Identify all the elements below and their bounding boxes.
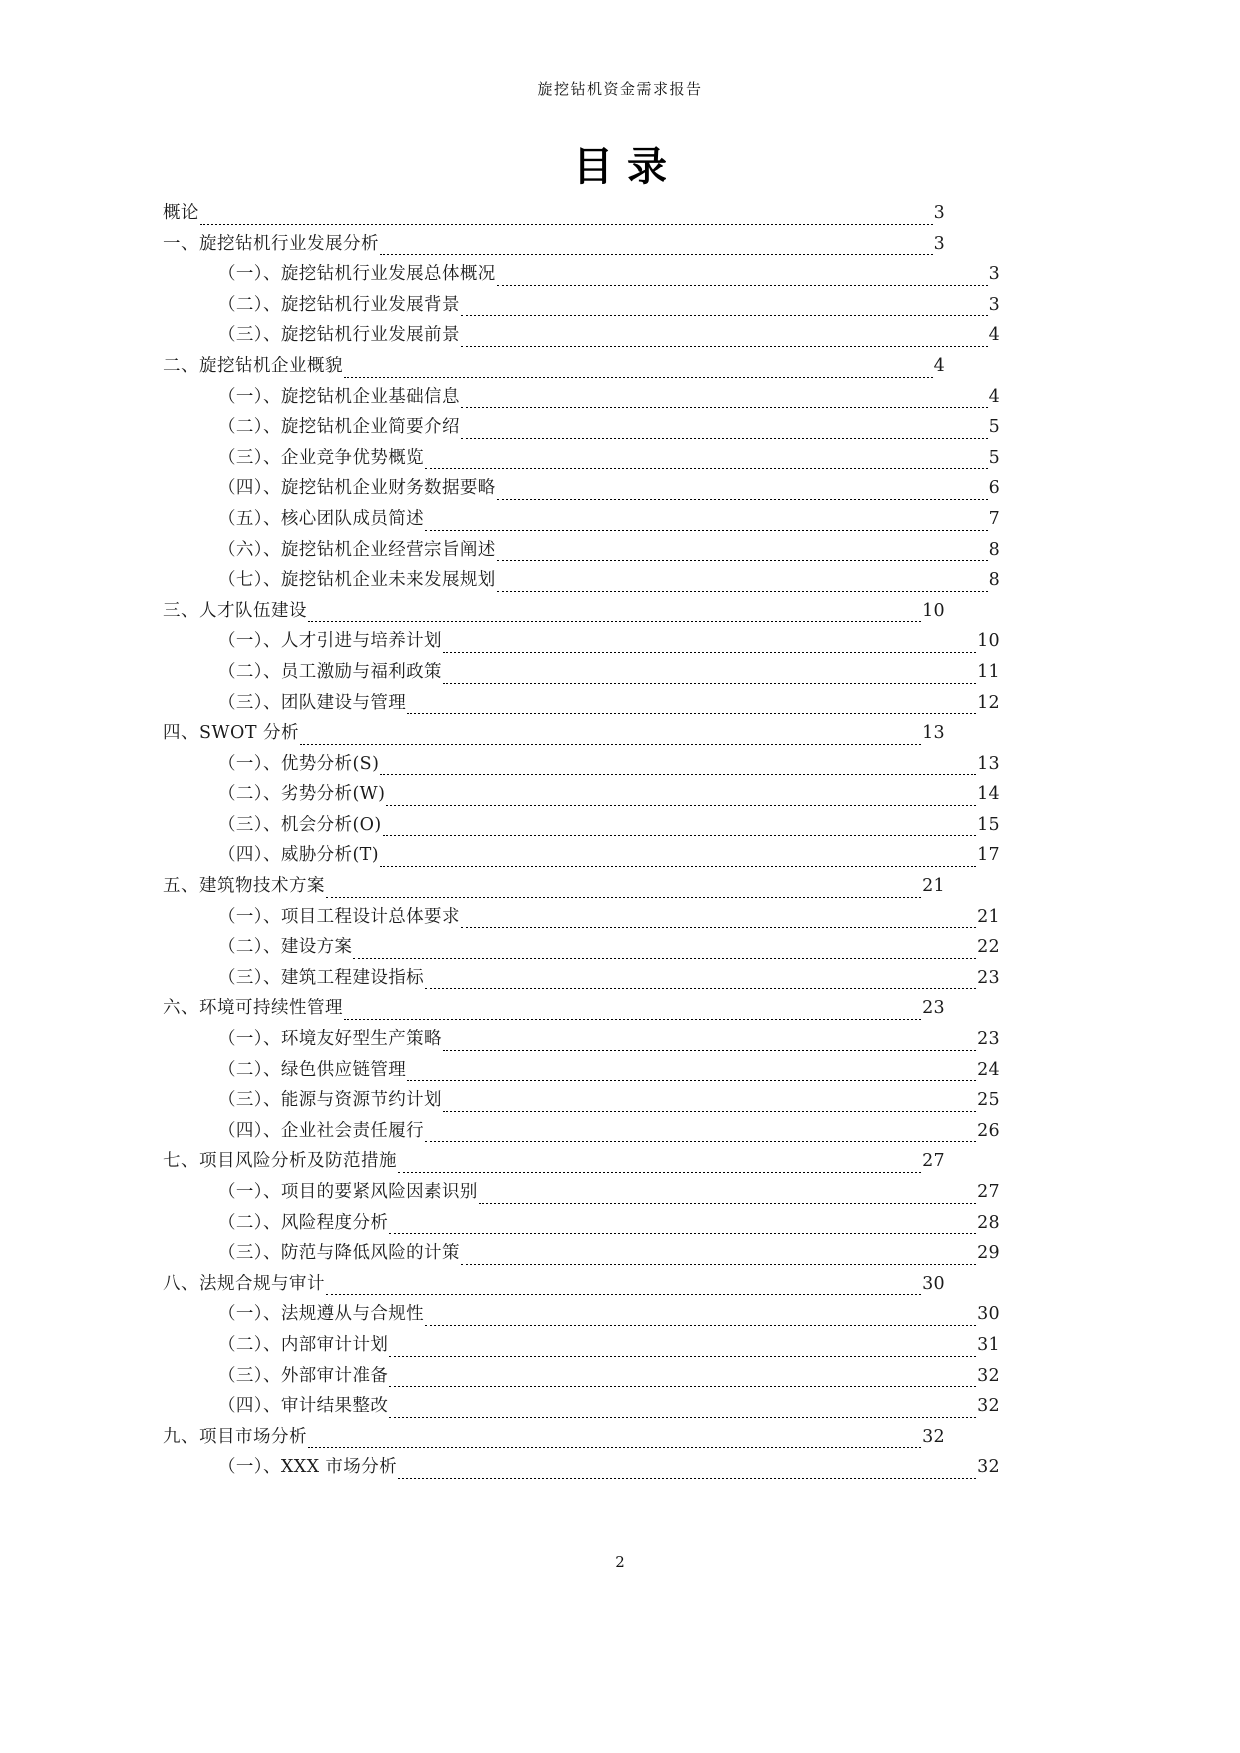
toc-entry-label: （四）、审计结果整改 xyxy=(218,1396,389,1417)
toc-entry-label: （一）、优势分析(S) xyxy=(218,753,380,774)
toc-leader-dots xyxy=(398,1172,921,1173)
toc-leader-dots xyxy=(380,866,976,867)
toc-entry-page-number: 5 xyxy=(988,417,1000,438)
toc-leader-dots xyxy=(461,927,976,928)
toc-entry[interactable] xyxy=(163,779,1000,810)
toc-leader-dots xyxy=(497,499,988,500)
toc-entry[interactable] xyxy=(163,1085,1000,1116)
toc-entry[interactable] xyxy=(163,871,945,902)
toc-entry-page-number: 23 xyxy=(977,967,1000,988)
page-title: 目录 xyxy=(573,143,681,190)
toc-entry[interactable] xyxy=(163,320,1000,351)
toc-leader-dots xyxy=(407,713,976,714)
toc-leader-dots xyxy=(425,988,976,989)
toc-leader-dots xyxy=(443,1050,976,1051)
toc-leader-dots xyxy=(461,315,988,316)
toc-entry[interactable] xyxy=(163,932,1000,963)
toc-entry-label: （三）、企业竞争优势概览 xyxy=(218,447,425,468)
toc-entry-page-number: 4 xyxy=(988,325,1000,346)
toc-entry[interactable] xyxy=(163,473,1000,504)
toc-entry-page-number: 31 xyxy=(977,1334,1000,1355)
toc-entry[interactable] xyxy=(163,749,1000,780)
toc-leader-dots xyxy=(479,1203,976,1204)
toc-leader-dots xyxy=(443,683,976,684)
toc-entry-label: （一）、旋挖钻机行业发展总体概况 xyxy=(218,264,496,285)
toc-entry-page-number: 32 xyxy=(977,1396,1000,1417)
toc-leader-dots xyxy=(389,1356,976,1357)
toc-entry-label: 三、人才队伍建设 xyxy=(163,600,307,621)
toc-entry-page-number: 32 xyxy=(977,1457,1000,1478)
toc-entry[interactable] xyxy=(163,382,1000,413)
toc-entry-page-number: 7 xyxy=(988,508,1000,529)
toc-entry[interactable] xyxy=(163,443,1000,474)
toc-leader-dots xyxy=(461,438,988,439)
toc-entry-page-number: 5 xyxy=(988,447,1000,468)
toc-entry-page-number: 10 xyxy=(922,600,945,621)
toc-entry-page-number: 3 xyxy=(988,264,1000,285)
toc-entry-page-number: 4 xyxy=(988,386,1000,407)
toc-entry-page-number: 21 xyxy=(977,906,1000,927)
toc-entry[interactable] xyxy=(163,810,1000,841)
toc-leader-dots xyxy=(425,468,988,469)
toc-entry-label: （一）、XXX 市场分析 xyxy=(218,1457,397,1478)
toc-leader-dots xyxy=(344,1019,921,1020)
toc-entry[interactable] xyxy=(163,1024,1000,1055)
toc-entry[interactable] xyxy=(163,229,945,260)
toc-leader-dots xyxy=(497,285,988,286)
toc-entry[interactable] xyxy=(163,1146,945,1177)
toc-entry-page-number: 8 xyxy=(988,570,1000,591)
toc-entry-label: 二、旋挖钻机企业概貌 xyxy=(163,355,343,376)
toc-entry-page-number: 14 xyxy=(977,784,1000,805)
toc-leader-dots xyxy=(383,835,976,836)
toc-entry[interactable] xyxy=(163,1452,1000,1483)
toc-leader-dots xyxy=(308,1447,921,1448)
toc-entry-page-number: 29 xyxy=(977,1243,1000,1264)
toc-entry-page-number: 32 xyxy=(922,1426,945,1447)
toc-leader-dots xyxy=(497,560,988,561)
toc-leader-dots xyxy=(380,254,933,255)
toc-entry-label: （一）、环境友好型生产策略 xyxy=(218,1029,442,1050)
toc-leader-dots xyxy=(389,1386,976,1387)
toc-entry-page-number: 27 xyxy=(977,1182,1000,1202)
toc-entry-page-number: 24 xyxy=(977,1059,1000,1080)
toc-entry-label: （四）、企业社会责任履行 xyxy=(218,1120,425,1141)
toc-entry-page-number: 30 xyxy=(977,1304,1000,1325)
table-of-contents xyxy=(163,198,1000,1483)
toc-entry-label: （二）、绿色供应链管理 xyxy=(218,1059,407,1080)
toc-entry-page-number: 8 xyxy=(988,539,1000,560)
toc-entry-label: （四）、旋挖钻机企业财务数据要略 xyxy=(218,478,496,499)
toc-leader-dots xyxy=(497,591,988,592)
toc-entry-page-number: 26 xyxy=(977,1120,1000,1141)
toc-entry-page-number: 22 xyxy=(977,937,1000,958)
toc-leader-dots xyxy=(300,744,921,745)
toc-entry-label: （七）、旋挖钻机企业未来发展规划 xyxy=(218,570,496,591)
toc-entry[interactable] xyxy=(163,198,945,229)
toc-entry-page-number: 10 xyxy=(977,631,1000,652)
toc-entry-label: （二）、建设方案 xyxy=(218,937,353,958)
toc-entry[interactable] xyxy=(163,657,1000,688)
toc-entry-label: （四）、威胁分析(T) xyxy=(218,845,379,866)
toc-entry-label: （三）、能源与资源节约计划 xyxy=(218,1090,442,1111)
toc-entry-page-number: 23 xyxy=(977,1029,1000,1050)
toc-entry-label: 概论 xyxy=(163,203,199,223)
toc-entry[interactable] xyxy=(163,290,1000,321)
toc-entry[interactable] xyxy=(163,1422,945,1453)
toc-entry[interactable] xyxy=(163,1177,1000,1208)
toc-entry[interactable] xyxy=(163,1299,1000,1330)
footer-page-number: 2 xyxy=(615,1553,625,1571)
toc-entry-label: （六）、旋挖钻机企业经营宗旨阐述 xyxy=(218,539,496,560)
toc-entry[interactable] xyxy=(163,1361,1000,1392)
toc-entry[interactable] xyxy=(163,596,945,627)
toc-entry-label: （二）、内部审计计划 xyxy=(218,1334,389,1355)
toc-entry-page-number: 23 xyxy=(922,998,945,1019)
toc-entry-label: （五）、核心团队成员简述 xyxy=(218,508,425,529)
toc-entry[interactable] xyxy=(163,1116,1000,1147)
toc-entry[interactable] xyxy=(163,565,1000,596)
toc-leader-dots xyxy=(389,1417,976,1418)
toc-entry-label: （一）、人才引进与培养计划 xyxy=(218,631,442,652)
toc-leader-dots xyxy=(344,377,933,378)
toc-entry-label: 六、环境可持续性管理 xyxy=(163,998,343,1019)
toc-entry[interactable] xyxy=(163,504,1000,535)
toc-entry-page-number: 3 xyxy=(933,233,945,254)
toc-entry[interactable] xyxy=(163,993,945,1024)
toc-entry-label: （三）、外部审计准备 xyxy=(218,1365,389,1386)
toc-entry-page-number: 15 xyxy=(977,814,1000,835)
toc-entry-page-number: 13 xyxy=(922,723,945,744)
toc-entry-page-number: 12 xyxy=(977,692,1000,713)
toc-leader-dots xyxy=(407,1080,976,1081)
toc-entry[interactable] xyxy=(163,902,1000,933)
toc-leader-dots xyxy=(425,1325,976,1326)
toc-entry-label: 七、项目风险分析及防范措施 xyxy=(163,1151,397,1172)
toc-leader-dots xyxy=(398,1478,976,1479)
toc-entry-label: 四、SWOT 分析 xyxy=(163,723,300,744)
toc-entry-label: 八、法规合规与审计 xyxy=(163,1273,325,1294)
toc-entry-label: （三）、防范与降低风险的计策 xyxy=(218,1243,460,1264)
toc-entry[interactable] xyxy=(163,626,1000,657)
toc-entry-page-number: 27 xyxy=(922,1151,945,1172)
toc-entry-label: 九、项目市场分析 xyxy=(163,1426,307,1447)
toc-leader-dots xyxy=(443,652,976,653)
toc-entry-page-number: 25 xyxy=(977,1090,1000,1111)
toc-leader-dots xyxy=(386,805,976,806)
toc-entry-label: （二）、旋挖钻机企业简要介绍 xyxy=(218,417,460,438)
toc-entry-label: （三）、团队建设与管理 xyxy=(218,692,407,713)
toc-entry-page-number: 30 xyxy=(922,1273,945,1294)
toc-leader-dots xyxy=(461,346,988,347)
toc-leader-dots xyxy=(461,1264,976,1265)
toc-entry-page-number: 11 xyxy=(977,661,1000,682)
toc-entry[interactable] xyxy=(163,535,1000,566)
toc-leader-dots xyxy=(326,1294,921,1295)
toc-leader-dots xyxy=(353,958,976,959)
toc-leader-dots xyxy=(200,224,933,225)
toc-entry[interactable] xyxy=(163,1055,1000,1086)
toc-entry-page-number: 3 xyxy=(933,203,945,223)
toc-entry[interactable] xyxy=(163,963,1000,994)
toc-entry-label: （三）、机会分析(O) xyxy=(218,814,382,835)
toc-entry-page-number: 6 xyxy=(988,478,1000,499)
toc-entry[interactable] xyxy=(163,1391,1000,1422)
toc-leader-dots xyxy=(443,1111,976,1112)
toc-entry-label: （一）、项目工程设计总体要求 xyxy=(218,906,460,927)
toc-leader-dots xyxy=(389,1233,976,1234)
toc-leader-dots xyxy=(461,407,988,408)
toc-entry-label: （二）、风险程度分析 xyxy=(218,1212,389,1233)
toc-entry-page-number: 3 xyxy=(988,294,1000,315)
toc-entry-label: （二）、员工激励与福利政策 xyxy=(218,661,442,682)
toc-entry[interactable] xyxy=(163,412,1000,443)
toc-entry[interactable] xyxy=(163,1269,945,1300)
toc-entry-label: （一）、项目的要紧风险因素识别 xyxy=(218,1182,478,1202)
toc-entry[interactable] xyxy=(163,1208,1000,1239)
toc-entry[interactable] xyxy=(163,840,1000,871)
toc-entry[interactable] xyxy=(163,259,1000,290)
toc-entry-label: （三）、建筑工程建设指标 xyxy=(218,967,425,988)
toc-entry-label: （一）、法规遵从与合规性 xyxy=(218,1304,425,1325)
toc-entry-label: （三）、旋挖钻机行业发展前景 xyxy=(218,325,460,346)
toc-entry-page-number: 28 xyxy=(977,1212,1000,1233)
toc-leader-dots xyxy=(308,621,921,622)
running-header: 旋挖钻机资金需求报告 xyxy=(537,80,703,98)
toc-entry-page-number: 21 xyxy=(922,876,945,897)
toc-entry[interactable] xyxy=(163,688,1000,719)
toc-entry[interactable] xyxy=(163,351,945,382)
toc-entry-label: （一）、旋挖钻机企业基础信息 xyxy=(218,386,460,407)
toc-entry-page-number: 13 xyxy=(977,753,1000,774)
toc-entry-page-number: 4 xyxy=(933,355,945,376)
toc-entry-label: 五、建筑物技术方案 xyxy=(163,876,325,897)
toc-entry[interactable] xyxy=(163,1238,1000,1269)
toc-entry-label: （二）、劣势分析(W) xyxy=(218,784,386,805)
toc-entry-page-number: 17 xyxy=(977,845,1000,866)
toc-entry[interactable] xyxy=(163,1330,1000,1361)
toc-entry-page-number: 32 xyxy=(977,1365,1000,1386)
toc-entry[interactable] xyxy=(163,718,945,749)
toc-entry-label: （二）、旋挖钻机行业发展背景 xyxy=(218,294,460,315)
toc-leader-dots xyxy=(326,897,921,898)
toc-leader-dots xyxy=(425,1141,976,1142)
toc-leader-dots xyxy=(425,530,988,531)
toc-leader-dots xyxy=(380,774,976,775)
toc-entry-label: 一、旋挖钻机行业发展分析 xyxy=(163,233,379,254)
